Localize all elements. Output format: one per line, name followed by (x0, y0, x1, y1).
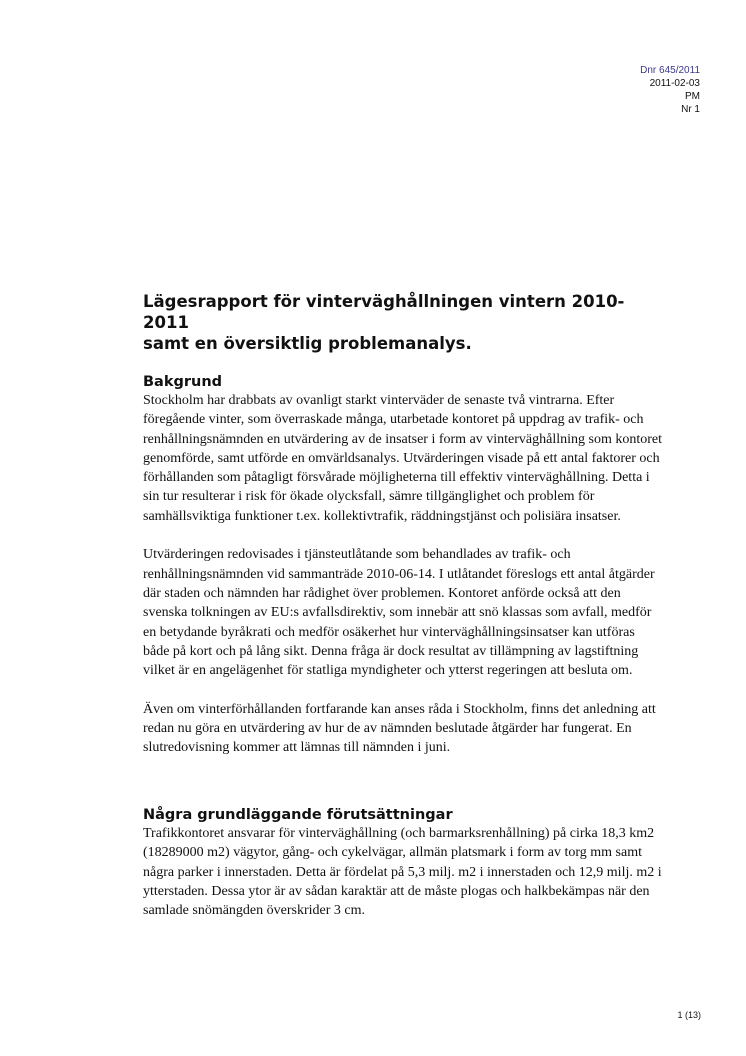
document-date: 2011-02-03 (649, 78, 700, 89)
document-title (143, 291, 663, 354)
section-heading: Några grundläggande förutsättningar (143, 807, 453, 823)
section-bakgrund (143, 373, 663, 758)
section-heading: Bakgrund (143, 374, 223, 390)
paragraph: Stockholm har drabbats av ovanligt starkt vinterväder de senaste två vintrarna. Efter föregående vinter, som överraskade många, utarbetade kontoret på uppdrag av trafik- och renhållningsnämnden en utvärdering av de insatser i form av vinterväghållning som kontoret genomförde, samt utförde en omvärldsanalys. Utvärderingen visade på ett antal faktorer och förhållanden som påtagligt försvårade möjligheterna till effektiv vinterväghållning. Detta i sin tur resulterar i risk för ökade olycksfall, sämre tillgänglighet och problem för samhällsviktiga funktioner t.ex. kollektivtrafik, räddningstjänst och polisiära insatser. (143, 393, 663, 524)
document-meta (640, 64, 700, 116)
paragraph: Utvärderingen redovisades i tjänsteutlåtande som behandlades av trafik- och renhållningsnämnden vid sammanträde 2010-06-14. I utlåtandet föreslogs ett antal åtgärder där staden och nämnden har rådighet över problemen. Kontoret anförde också att den svenska tolkningen av EU:s avfallsdirektiv, som innebär att snö klassas som avfall, medför en betydande byråkrati och medför osäkerhet hur vinterväghållningsinsatser kan utföras både på kort och på lång sikt. Denna fråga är dock resultat av tillämpning av lagstiftning vilket är en angelägenhet för statliga myndigheter och ytterst regeringen att besluta om. (143, 547, 655, 679)
paragraph: Trafikkontoret ansvarar för vinterväghållning (och barmarksrenhållning) på cirka 18,3 km2 (18289000 m2) vägytor, gång- och cykelvägar, allmän platsmark i form av torg mm samt några parker i innerstaden. Detta är fördelat på 5,3 milj. m2 i innerstaden och 12,9 milj. m2 i ytterstaden. Dessa ytor är av sådan karaktär att de måste plogas och halkbekämpas när den samlade snömängden överskrider 3 cm. (143, 826, 662, 919)
title-line-2: samt en översiktlig problemanalys. (143, 334, 472, 353)
paragraph: Även om vinterförhållanden fortfarande kan anses råda i Stockholm, finns det anledning att redan nu göra en utvärdering av hur de av nämnden beslutade åtgärder har fungerat. En slutredovisning kommer att lämnas till nämnden i juni. (143, 701, 656, 756)
document-number: Nr 1 (681, 104, 700, 115)
title-line-1: Lägesrapport för vinterväghållningen vintern 2010-2011 (143, 292, 625, 332)
section-forutsattningar (143, 806, 663, 920)
dnr-number: Dnr 645/2011 (640, 65, 700, 76)
page-number: 1 (13) (677, 1010, 701, 1020)
document-type: PM (685, 91, 700, 102)
